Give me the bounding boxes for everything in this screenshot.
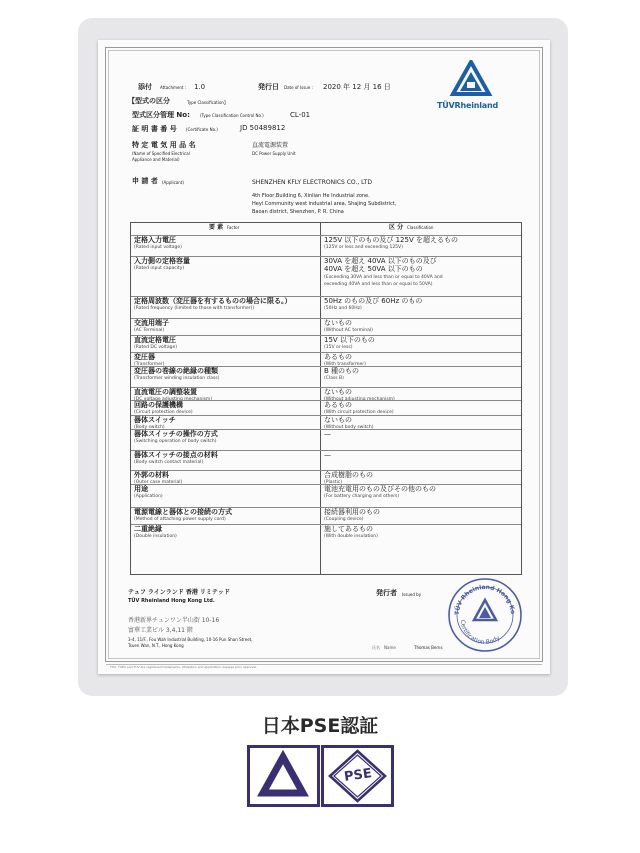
factor-jp: 変圧器の巻線の絶縁の種類 — [134, 367, 218, 375]
signatory-label-en: Name — [384, 645, 396, 650]
classification-jp-line2: 40VA を超え 50VA 以下のもの — [324, 265, 423, 273]
issue-label: 発行日 — [258, 83, 279, 91]
classification-jp: 電池充電用のもの及びその他のもの — [324, 485, 436, 493]
factor-en: (Application) — [134, 494, 163, 499]
factor-header-en: Factor — [227, 225, 240, 230]
factor-jp: 器体スイッチ — [134, 416, 176, 424]
footer-company-en: TÜV Rheinland Hong Kong Ltd. — [128, 598, 215, 604]
factor-en: (Body switch contact material) — [134, 460, 204, 465]
table-row — [131, 524, 521, 539]
classification-jp: ないもの — [324, 416, 352, 424]
applicant-label: 申 請 者 — [132, 177, 158, 185]
issue-date: 2020 年 12 月 16 日 — [323, 83, 391, 91]
applicant-address-2: Heyi Community west industrial area, Shajing Subdistrict, — [252, 201, 397, 207]
table-row — [131, 429, 521, 450]
footer-address-en2: Tsuen Wan, N.T., Hong Kong — [128, 643, 184, 648]
issued-by-label-en: Issued by — [402, 592, 422, 597]
applicant-address-3: Baoan district, Shenzhen, P. R. China — [252, 209, 344, 215]
table-row — [131, 415, 521, 429]
applicant-name: SHENZHEN KFLY ELECTRONICS CO., LTD — [252, 179, 372, 186]
table-row — [131, 352, 521, 366]
factor-en: (Body switch) — [134, 425, 165, 430]
classification-jp: ないもの — [324, 388, 352, 396]
table-row — [131, 470, 521, 484]
factor-jp: 外郭の材料 — [134, 471, 169, 479]
table-row — [131, 235, 521, 256]
type-classification-heading: 【型式の区分 — [128, 97, 170, 105]
type-no-label-en: (Type Classification Control No.) — [200, 113, 264, 118]
classification-jp: 50Hz のもの及び 60Hz のもの — [324, 297, 423, 305]
attachment-label-en: Attachment : — [160, 85, 187, 90]
table-row — [131, 387, 521, 400]
tuv-logo — [437, 60, 509, 120]
footer-address-jp2: 富華工業ビル 3,4,11 階 — [128, 627, 193, 634]
attachment-label: 添付 — [138, 83, 152, 91]
classification-en: (With double insulation) — [324, 534, 378, 539]
classification-header: 区 分 — [389, 224, 404, 231]
page-caption: 日本PSE認証 — [261, 715, 379, 737]
classification-jp: あるもの — [324, 401, 352, 409]
factor-en: (Switching operation of body switch) — [134, 439, 217, 444]
classification-jp: ないもの — [324, 319, 352, 327]
stamp-text-bottom: Certification Body — [458, 619, 502, 647]
factor-jp: 入力側の定格容量 — [134, 257, 190, 265]
factor-en: (Rated frequency (limited to those with transformer)) — [134, 306, 255, 311]
stamp-seal-icon — [446, 576, 524, 654]
classification-en: (50Hz and 60Hz) — [324, 306, 362, 311]
table-row — [131, 366, 521, 387]
type-no-value: CL-01 — [290, 111, 311, 119]
classification-jp: 15V 以下のもの — [324, 336, 375, 344]
factor-jp: 変圧器 — [134, 353, 155, 361]
attachment-value: 1.0 — [194, 83, 206, 91]
classification-en: (Without body switch) — [324, 425, 374, 430]
signatory-label-jp: 氏名 — [372, 645, 380, 650]
factor-jp: 回路の保護機構 — [134, 401, 183, 409]
factor-en: (Rated DC voltage) — [134, 345, 177, 350]
product-value: 直流電源装置 — [252, 142, 289, 149]
classification-en-line2: exceeding 40VA and less than or equal to 50VA) — [324, 282, 433, 287]
pse-mark-text: PSE — [343, 766, 373, 785]
cert-no-label: 証 明 書 番 号 — [132, 125, 177, 133]
factor-en: (Rated input voltage) — [134, 245, 182, 250]
factor-jp: 二重絶縁 — [134, 525, 162, 533]
factor-en: (Outer case material) — [134, 480, 183, 485]
classification-en: (Without adjusting mechanism) — [324, 397, 395, 402]
product-label-en2: Appliance and Material) — [132, 157, 180, 162]
table-row — [131, 318, 521, 335]
certification-stamp — [446, 576, 524, 654]
applicant-label-en: (Applicant) — [162, 180, 184, 185]
type-no-label: 型式区分管理 No: — [132, 111, 190, 119]
classification-jp: 接続器利用のもの — [324, 508, 380, 516]
classification-en: (With circuit protection device) — [324, 410, 394, 415]
factor-jp: 用途 — [134, 485, 148, 493]
classification-header-en: Classification — [407, 225, 434, 230]
factor-jp: 交流用端子 — [134, 319, 169, 327]
classification-jp: B 種のもの — [324, 367, 360, 375]
footer-address-en1: 3-4, 11/F., Fou Wah Industrial Building, 10-16 Pun Shan Street, — [128, 637, 253, 642]
pse-marks — [247, 745, 394, 807]
factor-en: (Rated input capacity) — [134, 266, 185, 271]
factor-jp: 器体スイッチの操作の方式 — [134, 430, 218, 438]
factor-jp: 直流電圧の調整装置 — [134, 388, 197, 396]
factor-jp: 電源電線と器体との接続の方式 — [134, 508, 232, 516]
factor-en: (Double insulation) — [134, 534, 177, 539]
classification-en: (With transformer) — [324, 362, 366, 367]
classification-jp: 125V 以下のもの及び 125V を超えるもの — [324, 236, 458, 244]
factor-en: (AC Terminal) — [134, 328, 165, 333]
stamp-text-top: TÜV Rheinland Hong Ko — [453, 583, 517, 616]
classification-jp: — — [324, 451, 331, 459]
factor-jp: 器体スイッチの接点の材料 — [134, 451, 218, 459]
footer-company-jp: テュフ ラインランド 香港 リミテッド — [128, 589, 230, 596]
classification-en: (Without AC terminal) — [324, 328, 373, 333]
classification-jp: あるもの — [324, 353, 352, 361]
cert-no-label-en: (Certificate No.) — [186, 127, 218, 132]
classification-jp: 合成樹脂のもの — [324, 471, 373, 479]
svg-text:Certification Body — [459, 620, 502, 647]
issue-label-en: Date of Issue : — [284, 85, 313, 90]
tuv-triangle-icon — [437, 60, 509, 120]
classification-jp: 30VA を超え 40VA 以下のもの及び — [324, 257, 437, 265]
table-row — [131, 484, 521, 507]
factor-en: (Transformer) — [134, 362, 165, 367]
factor-en: (DC voltage adjusting mechanism) — [134, 397, 213, 402]
classification-en: (Exceeding 30VA and less than or equal to 40VA and — [324, 275, 443, 280]
table-row — [131, 296, 521, 318]
cert-no-value: JD 50489812 — [240, 124, 286, 132]
factor-jp: 直流定格電圧 — [134, 336, 176, 344]
issued-by-label: 発行者 — [376, 589, 397, 597]
fine-print: TÜV, TUEV and TUV are registered trademarks. Utilisation and application requires prior approval. — [110, 665, 258, 669]
factor-en: (Transformer winding insulation class) — [134, 376, 220, 381]
table-row — [131, 256, 521, 296]
factor-en: (Circuit protection device) — [134, 410, 193, 415]
factor-en: (Method of attaching power supply cord) — [134, 517, 226, 522]
classification-en: (15V or less) — [324, 345, 353, 350]
tuv-wordmark: TÜVRheinland — [437, 101, 499, 110]
classification-en: (Class B) — [324, 376, 344, 381]
table-row — [131, 450, 521, 470]
table-header — [131, 223, 521, 235]
type-classification-heading-en: Type Classification】 — [187, 100, 228, 105]
product-value-en: DC Power Supply Unit — [252, 151, 296, 156]
classification-en: (125V or less and exceeding 125V) — [324, 245, 403, 250]
applicant-address-1: 4th Floor,Building 6, Xinlian He Industrial zone. — [252, 193, 370, 199]
classification-jp: 施してあるもの — [324, 525, 373, 533]
classification-en: (For battery charging and others) — [324, 494, 400, 499]
classification-table — [130, 222, 522, 575]
classification-en: (Plastic) — [324, 480, 343, 485]
factor-jp: 定格周波数（変圧器を有するものの場合に限る。） — [134, 297, 292, 305]
product-label-en1: (Name of Specified Electrical — [132, 151, 190, 156]
factor-header: 要 素 — [209, 224, 224, 231]
classification-jp: — — [324, 430, 331, 438]
table-row — [131, 507, 521, 524]
signatory-name: Thomas Berns — [414, 645, 443, 650]
product-label: 特 定 電 気 用 品 名 — [132, 141, 196, 149]
factor-jp: 定格入力電圧 — [134, 236, 176, 244]
footer-address-jp1: 香港新界チュンワン半山街 10-16 — [128, 617, 220, 624]
table-row — [131, 335, 521, 352]
classification-en: (Coupling device) — [324, 517, 364, 522]
